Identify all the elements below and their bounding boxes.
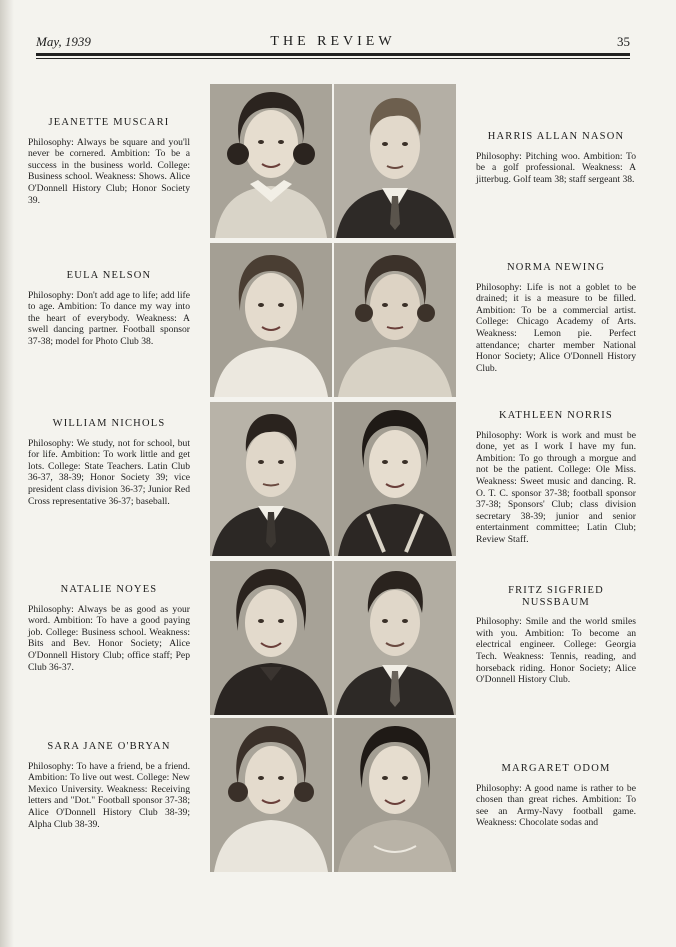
student-entry	[28, 741, 190, 830]
portrait-photo	[210, 243, 332, 397]
student-name: KATHLEEN NORRIS	[499, 410, 613, 421]
portrait-photo	[334, 84, 456, 238]
student-name: JEANETTE MUSCARI	[48, 117, 170, 128]
student-entry	[476, 585, 636, 686]
binding-shadow	[0, 0, 14, 947]
student-bio: Philosophy: Life is not a goblet to be drained; it is a measure to be filled. Ambition: To be a commercial artist. College: Chicago Academy of Arts. Weakness: Lemon pie. Perfect attendance; charter member National Honor Society; Alice O'Donnell History Club.	[476, 281, 636, 374]
header-rule	[36, 53, 630, 56]
portrait-photo	[334, 243, 456, 397]
student-bio: Philosophy: Smile and the world smiles with you. Ambition: To become an electrical engineer. College: Georgia Tech. Weakness: Tennis, reading, and horseback riding. Honor Society; Alice O'Donnell History Club.	[476, 616, 636, 686]
student-entry	[476, 763, 636, 829]
student-name: EULA NELSON	[66, 270, 152, 281]
student-bio: Philosophy: Always be as good as your word. Ambition: To have a good paying job. College: Business school. Weakness: Bits and Bev. Honor Society; Alice O'Donnell History Club; office staff; Pep Club 36-37.	[28, 603, 190, 673]
student-name: WILLIAM NICHOLS	[52, 418, 166, 429]
portrait-photo	[210, 718, 332, 872]
header-date: May, 1939	[36, 34, 91, 49]
portrait-photo	[334, 718, 456, 872]
student-bio: Philosophy: Pitching woo. Ambition: To be a golf professional. Weakness: A jitterbug. Golf team 38; staff sergeant 38.	[476, 150, 636, 185]
student-name: NATALIE NOYES	[60, 584, 158, 595]
student-name: MARGARET ODOM	[501, 763, 611, 774]
student-bio: Philosophy: Work is work and must be done, yet as I work I have my fun. Ambition: To go through a morgue and not be the patient. College: Ole Miss. Weakness: Sweet music and dancing. R. O. T. C. sponsor 37-38; football sponsor 37-38; Sponsors' Club; class division secretary 38-39; junior and senior entertainment committee; Latin Club; Review Staff.	[476, 429, 636, 545]
portrait-photo	[334, 561, 456, 715]
student-entry	[28, 418, 190, 507]
student-entry	[476, 410, 636, 546]
student-name: SARA JANE O'BRYAN	[47, 741, 171, 752]
student-bio: Philosophy: Always be square and you'll never be cornered. Ambition: To be a success in the business world. College: Business school. Weakness: Shows. Alice O'Donnell History Club; Honor Society 39.	[28, 136, 190, 206]
header-rule-thin	[36, 58, 630, 59]
student-name: NORMA NEWING	[506, 262, 606, 273]
student-bio: Philosophy: To have a friend, be a friend. Ambition: To live out west. College: New Mexico University. Weakness: Receiving letters and "Dot." Football sponsor 37-38; Alice O'Donnell History Club 38-39; Alpha Club 38-39.	[28, 760, 190, 830]
student-bio: Philosophy: We study, not for school, but for life. Ambition: To work little and get lots. College: State Teachers. Latin Club 36-37, 38-39; Honor Society 39; vice president class division 36-37; Junior Red Cross representative 36-37; baseball.	[28, 437, 190, 507]
student-name: FRITZ SIGFRIED NUSSBAUM	[508, 585, 604, 608]
page-header	[36, 34, 630, 54]
page-number: 35	[617, 34, 630, 49]
portrait-photo	[334, 402, 456, 556]
student-bio: Philosophy: Don't add age to life; add life to age. Ambition: To dance my way into the heart of everybody. Weakness: A swell dancing partner. Football sponsor 37-38; model for Photo Club 38.	[28, 289, 190, 347]
student-entry	[28, 117, 190, 206]
student-entry	[476, 262, 636, 374]
student-entry	[28, 270, 190, 348]
header-title: THE REVIEW	[270, 34, 396, 49]
portrait-photo	[210, 84, 332, 238]
student-entry	[28, 584, 190, 673]
student-name: HARRIS ALLAN NASON	[487, 131, 625, 142]
portrait-photo	[210, 402, 332, 556]
student-bio: Philosophy: A good name is rather to be chosen than great riches. Ambition: To see an Army-Navy football game. Weakness: Chocolate sodas and	[476, 782, 636, 829]
student-entry	[476, 131, 636, 185]
portrait-photo	[210, 561, 332, 715]
